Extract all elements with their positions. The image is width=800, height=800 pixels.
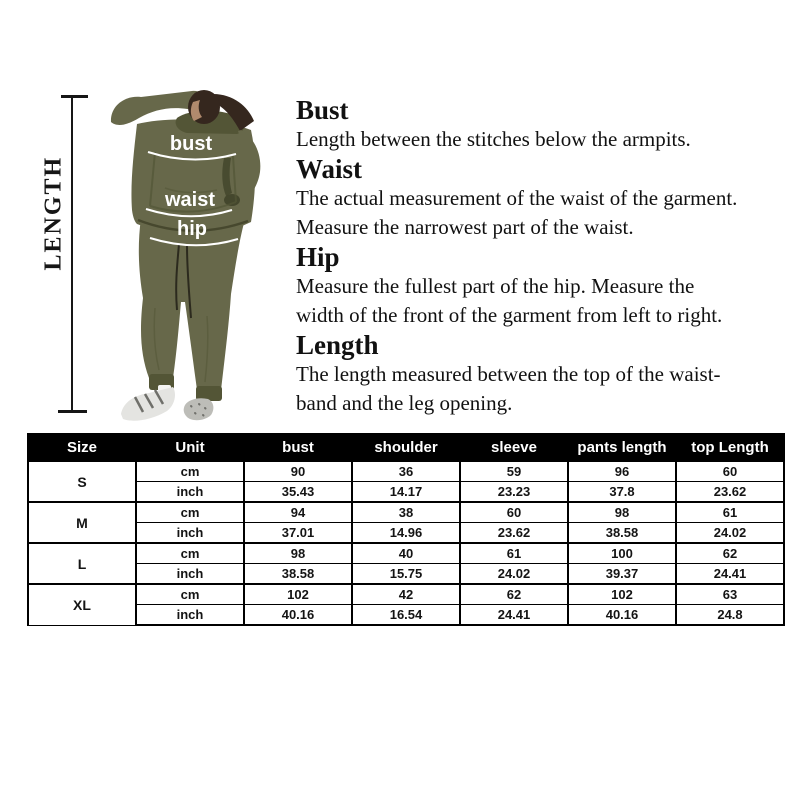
unit-cell: inch <box>136 564 244 585</box>
measurement-cell: 15.75 <box>352 564 460 585</box>
measurement-cell: 35.43 <box>244 482 352 503</box>
table-row <box>28 584 784 605</box>
measurement-cell: 24.41 <box>460 605 568 626</box>
col-header-unit: Unit <box>136 434 244 461</box>
measurement-cell: 37.01 <box>244 523 352 544</box>
measurement-cell: 61 <box>676 502 784 523</box>
unit-cell: cm <box>136 584 244 605</box>
table-row <box>28 543 784 564</box>
desc-heading-length: Length <box>296 330 379 360</box>
measurement-cell: 102 <box>568 584 676 605</box>
table-row <box>28 502 784 523</box>
unit-cell: cm <box>136 502 244 523</box>
measurement-cell: 24.02 <box>460 564 568 585</box>
measurement-cell: 61 <box>460 543 568 564</box>
measurement-cell: 59 <box>460 461 568 482</box>
measurement-cell: 96 <box>568 461 676 482</box>
size-cell: M <box>28 502 136 543</box>
bust-label: bust <box>169 133 213 155</box>
measurement-cell: 100 <box>568 543 676 564</box>
desc-section-waist <box>296 154 796 242</box>
measure-cap-bottom <box>58 410 87 413</box>
measurement-cell: 90 <box>244 461 352 482</box>
col-header-bust: bust <box>244 434 352 461</box>
measure-line <box>71 96 73 412</box>
measurement-cell: 40.16 <box>568 605 676 626</box>
desc-section-length <box>296 330 796 418</box>
desc-line: Measure the fullest part of the hip. Measure the <box>296 274 695 298</box>
measurement-cell: 23.62 <box>676 482 784 503</box>
desc-line: The actual measurement of the waist of the garment. <box>296 186 738 210</box>
measurement-cell: 16.54 <box>352 605 460 626</box>
table-row <box>28 461 784 482</box>
desc-section-bust <box>296 95 796 154</box>
measurement-cell: 24.41 <box>676 564 784 585</box>
measurement-cell: 63 <box>676 584 784 605</box>
size-cell: L <box>28 543 136 584</box>
table-row <box>28 564 784 585</box>
measurement-cell: 23.23 <box>460 482 568 503</box>
col-header-shoulder: shoulder <box>352 434 460 461</box>
header-row <box>28 434 784 461</box>
measurement-cell: 36 <box>352 461 460 482</box>
size-table <box>27 433 785 626</box>
col-header-sleeve: sleeve <box>460 434 568 461</box>
table-row <box>28 482 784 503</box>
unit-cell: cm <box>136 461 244 482</box>
pants <box>139 218 244 390</box>
desc-heading-hip: Hip <box>296 242 340 272</box>
measurement-cell: 60 <box>676 461 784 482</box>
measurement-cell: 42 <box>352 584 460 605</box>
unit-cell: cm <box>136 543 244 564</box>
measurement-descriptions <box>296 95 796 418</box>
unit-cell: inch <box>136 523 244 544</box>
measurement-cell: 38 <box>352 502 460 523</box>
desc-heading-bust: Bust <box>296 95 349 125</box>
desc-line: band and the leg opening. <box>296 391 513 415</box>
col-header-pants-length: pants length <box>568 434 676 461</box>
measurement-cell: 102 <box>244 584 352 605</box>
desc-line: Measure the narrowest part of the waist. <box>296 215 634 239</box>
measure-cap-top <box>61 95 88 98</box>
size-table-header <box>28 434 784 461</box>
measurement-cell: 98 <box>568 502 676 523</box>
hip-label: hip <box>177 218 207 240</box>
size-cell: S <box>28 461 136 502</box>
measurement-cell: 40.16 <box>244 605 352 626</box>
length-axis-label: LENGTH <box>40 155 67 271</box>
table-row <box>28 523 784 544</box>
measurement-cell: 37.8 <box>568 482 676 503</box>
measurement-cell: 14.17 <box>352 482 460 503</box>
measurement-cell: 14.96 <box>352 523 460 544</box>
desc-line: Length between the stitches below the armpits. <box>296 127 691 151</box>
col-header-size: Size <box>28 434 136 461</box>
measurement-cell: 60 <box>460 502 568 523</box>
size-cell: XL <box>28 584 136 625</box>
desc-heading-waist: Waist <box>296 154 363 184</box>
measurement-cell: 40 <box>352 543 460 564</box>
desc-section-hip <box>296 242 796 330</box>
measurement-cell: 24.02 <box>676 523 784 544</box>
measurement-cell: 94 <box>244 502 352 523</box>
unit-cell: inch <box>136 482 244 503</box>
desc-line: The length measured between the top of the waist- <box>296 362 721 386</box>
desc-line: width of the front of the garment from left to right. <box>296 303 723 327</box>
unit-cell: inch <box>136 605 244 626</box>
size-table-body <box>28 461 784 625</box>
table-row <box>28 605 784 626</box>
left-sneaker <box>121 387 175 421</box>
col-header-top-length: top Length <box>676 434 784 461</box>
model-photo <box>95 88 295 432</box>
measurement-cell: 62 <box>460 584 568 605</box>
right-sneaker <box>184 398 214 420</box>
waist-label: waist <box>164 189 216 211</box>
measurement-cell: 62 <box>676 543 784 564</box>
measurement-cell: 38.58 <box>568 523 676 544</box>
measurement-cell: 98 <box>244 543 352 564</box>
measurement-cell: 23.62 <box>460 523 568 544</box>
measurement-cell: 39.37 <box>568 564 676 585</box>
measurement-cell: 38.58 <box>244 564 352 585</box>
measurement-cell: 24.8 <box>676 605 784 626</box>
